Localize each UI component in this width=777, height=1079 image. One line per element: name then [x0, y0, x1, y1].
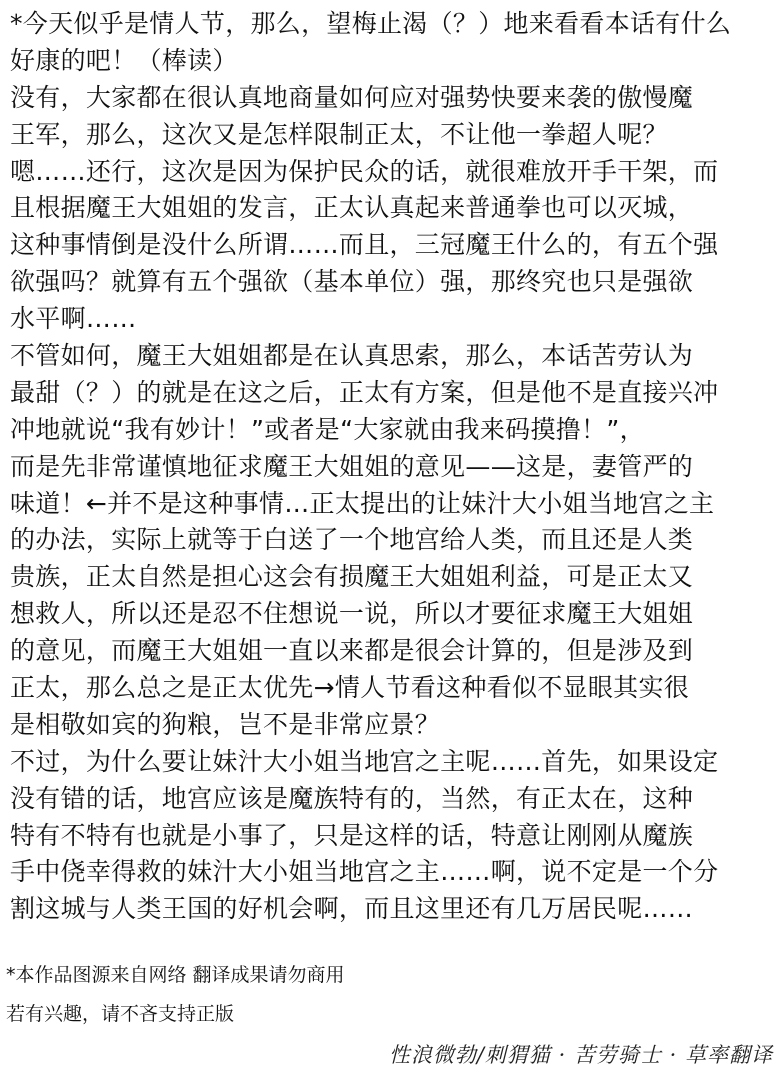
- text-line: 没有，大家都在很认真地商量如何应对强势快要来袭的傲慢魔: [10, 82, 694, 112]
- text-line: 手中侥幸得救的妹汁大小姐当地宫之主……啊，说不定是一个分: [10, 857, 719, 887]
- footer-notes: [6, 964, 766, 1025]
- text-line: 是相敬如宾的狗粮，岂不是非常应景？: [10, 709, 441, 739]
- text-line: 王军，那么，这次又是怎样限制正太，不让他一拳超人呢？: [10, 119, 668, 149]
- text-line: 欲强吗？就算有五个强欲（基本单位）强，那终究也只是强欲: [10, 267, 694, 297]
- text-line: 冲地就说“我有妙计！”或者是“大家就由我来码摸撸！”，: [10, 414, 645, 444]
- text-line: 没有错的话，地宫应该是魔族特有的，当然，有正太在，这种: [10, 783, 694, 813]
- text-line: 的办法，实际上就等于白送了一个地宫给人类，而且还是人类: [10, 525, 694, 555]
- text-line: 味道！←并不是这种事情…正太提出的让妹汁大小姐当地宫之主: [10, 488, 715, 518]
- text-line: 的意见，而魔王大姐姐一直以来都是很会计算的，但是涉及到: [10, 636, 694, 666]
- text-line: 不过，为什么要让妹汁大小姐当地宫之主呢……首先，如果设定: [10, 746, 719, 776]
- text-line: 且根据魔王大姐姐的发言，正太认真起来普通拳也可以灭城，: [10, 193, 694, 223]
- translator-note-body: [10, 6, 777, 928]
- text-line: 水平啊……: [10, 304, 137, 334]
- text-line: 最甜（？）的就是在这之后，正太有方案，但是他不是直接兴冲: [10, 377, 719, 407]
- text-line: 而是先非常谨慎地征求魔王大姐姐的意见——这是，妻管严的: [10, 451, 694, 481]
- copyright-notice: *本作品图源来自网络 翻译成果请勿商用: [6, 964, 345, 986]
- translation-credit: 性浪微勃/刺猬猫 · 苦劳骑士 · 草率翻译: [388, 1043, 773, 1067]
- text-line: 想救人，所以还是忍不住想说一说，所以才要征求魔王大姐姐: [10, 599, 694, 629]
- text-line: 嗯……还行，这次是因为保护民众的话，就很难放开手干架，而: [10, 156, 719, 186]
- text-line: 好康的吧！（棒读）: [10, 45, 238, 75]
- text-line: 贵族，正太自然是担心这会有损魔王大姐姐利益，可是正太又: [10, 562, 694, 592]
- text-line: 正太，那么总之是正太优先→情人节看这种看似不显眼其实很: [10, 673, 690, 703]
- support-note: 若有兴趣，请不吝支持正版: [6, 1003, 235, 1025]
- text-line: 割这城与人类王国的好机会啊，而且这里还有几万居民呢……: [10, 894, 694, 924]
- text-line: *今天似乎是情人节，那么，望梅止渴（？）地来看看本话有什么: [10, 9, 732, 38]
- text-line: 特有不特有也就是小事了，只是这样的话，特意让刚刚从魔族: [10, 820, 694, 850]
- text-line: 这种事情倒是没什么所谓……而且，三冠魔王什么的，有五个强: [10, 230, 719, 260]
- text-line: 不管如何，魔王大姐姐都是在认真思索，那么，本话苦劳认为: [10, 341, 694, 371]
